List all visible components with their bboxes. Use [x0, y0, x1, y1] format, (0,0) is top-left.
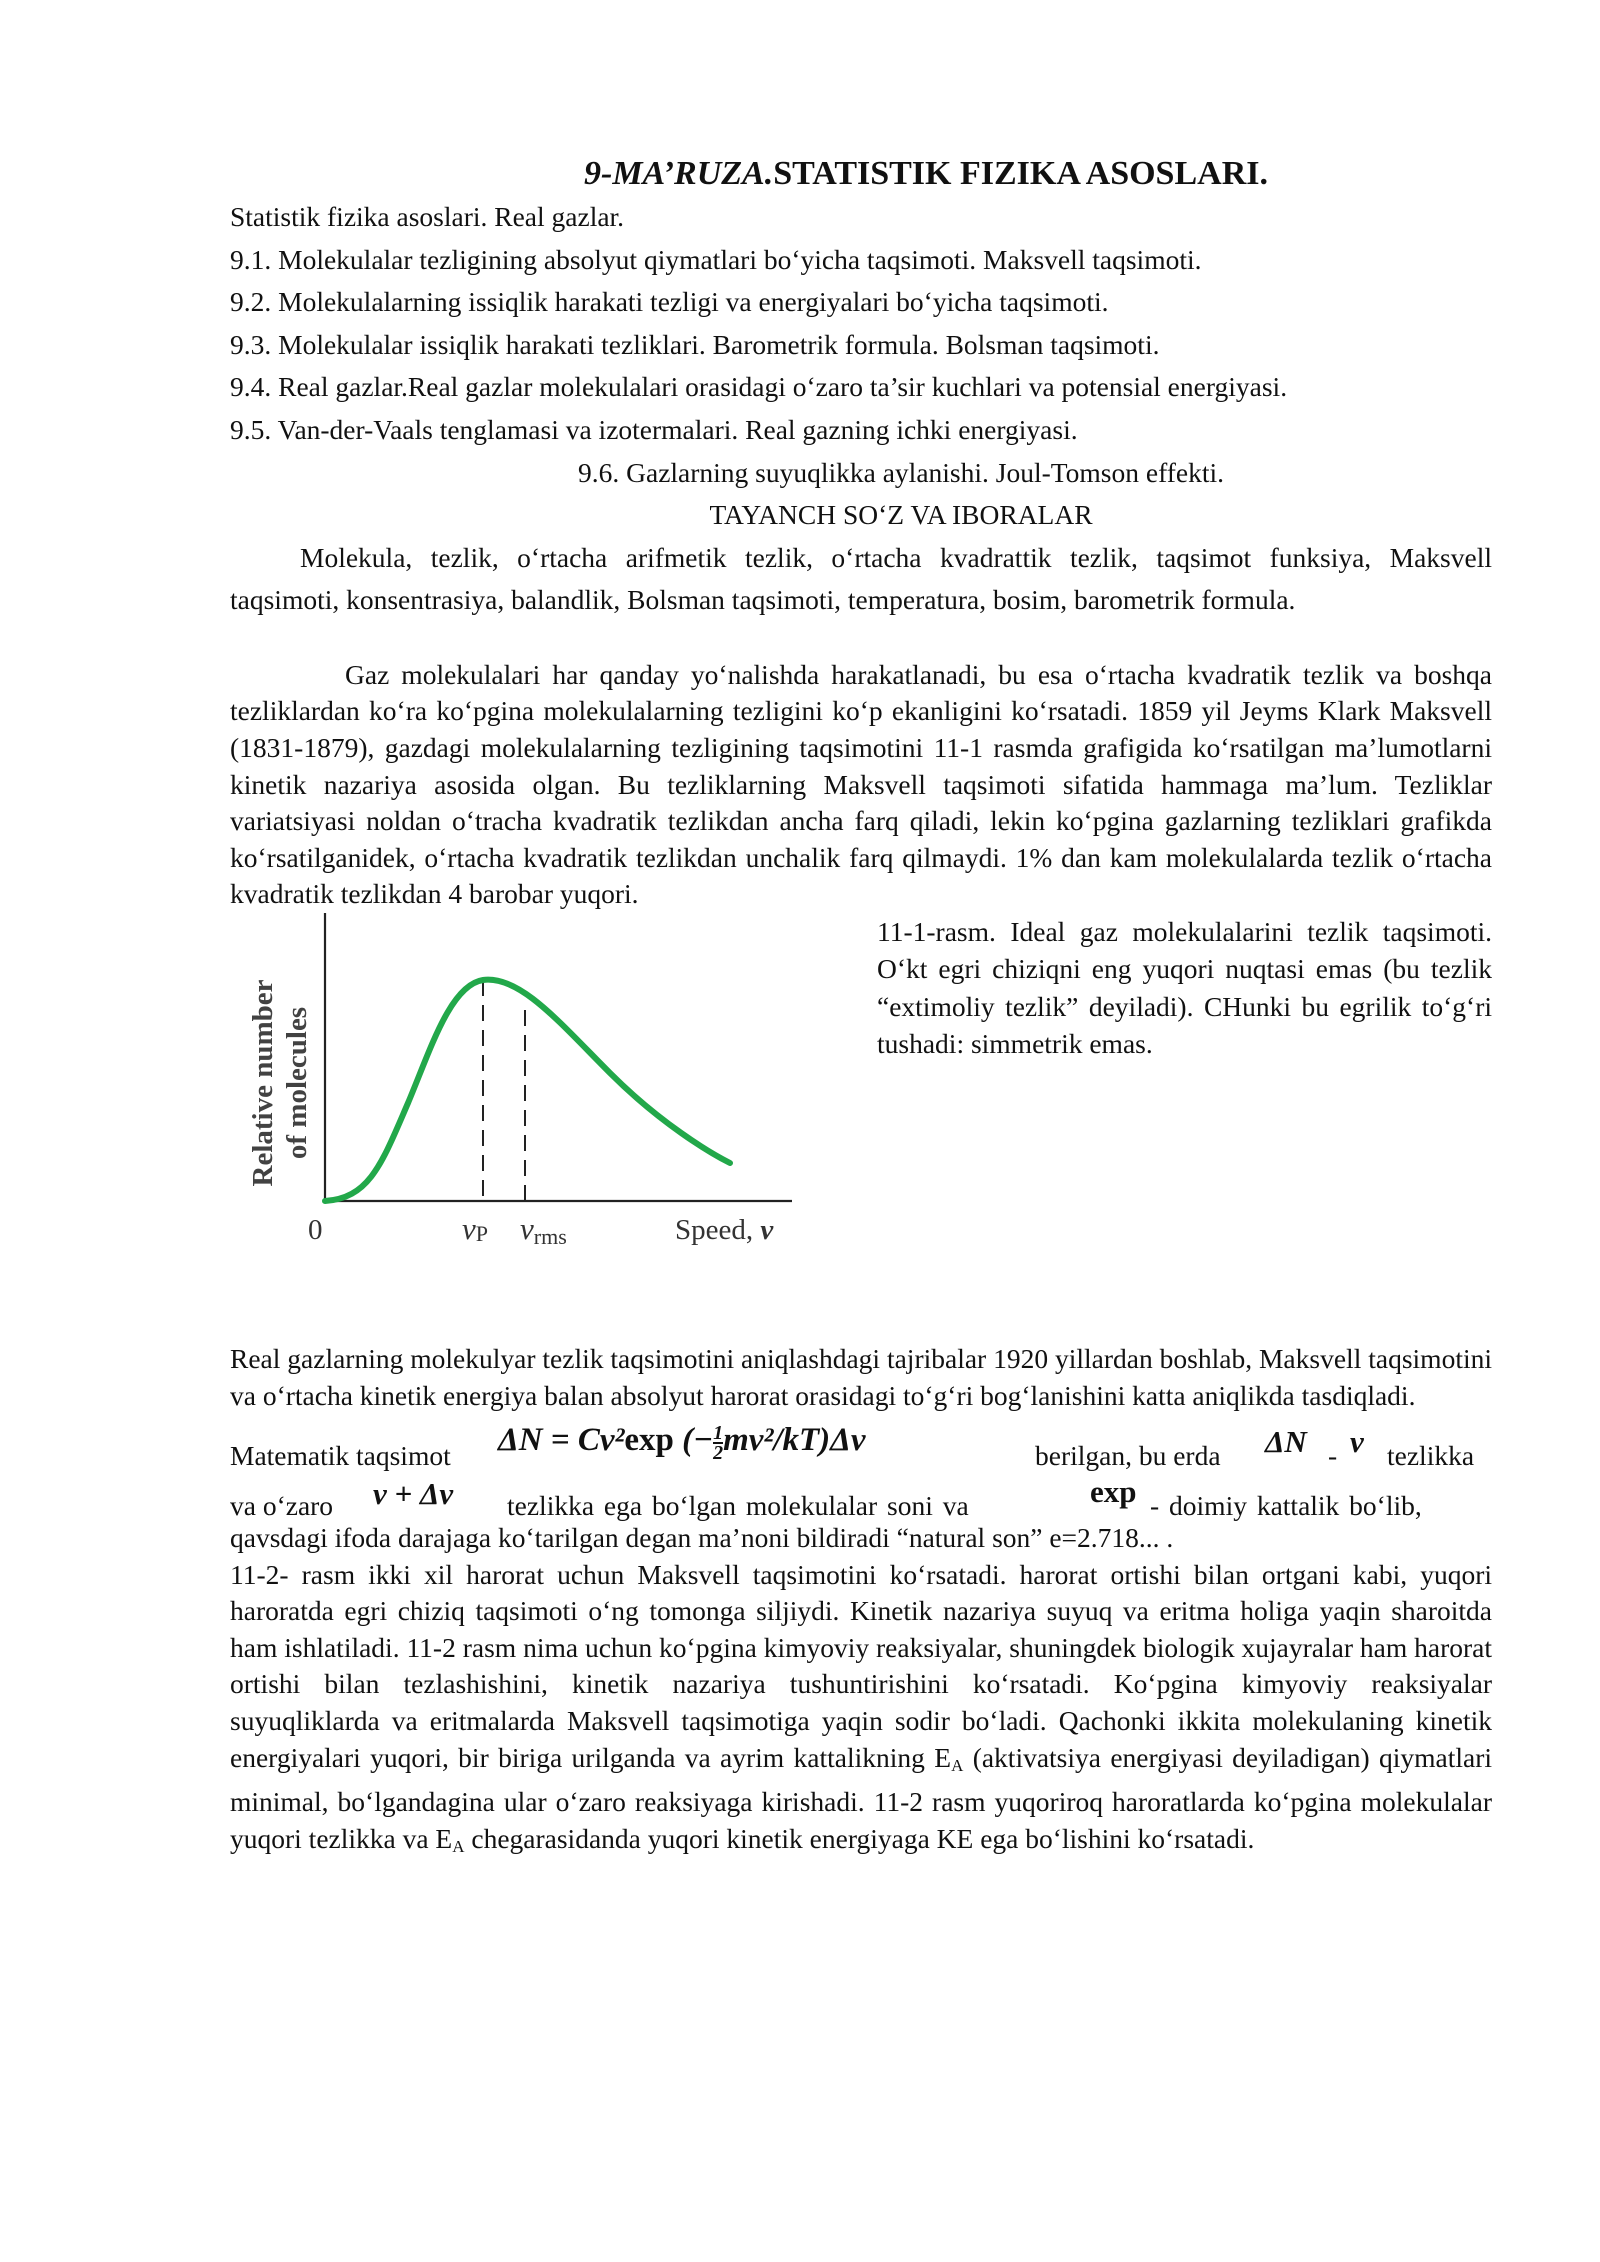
maxwell-formula: ΔN = Cv²exp (− $\frac{1}{2}$ mv²/kT)Δv — [498, 1421, 866, 1464]
spacer — [230, 621, 1492, 643]
paragraph-maxwell-intro: Gaz molekulalari har qanday yo‘nalishda harakatlanadi, bu esa o‘rtacha kvadratik tezlik va boshqa tezliklardan ko‘ra ko‘pgina molekulalarning tezligini ko‘p ekanligini ko‘rsatadi. 1859 yil Jeyms Klark Maksvell (1831-1879), gazdagi molekulalarning tezligining taqsimotini 11-1 rasmda grafigida ko‘rsatilgan ma’lumotlarni kinetik nazariya asosida olgan. Bu tezliklarning Maksvell taqsimoti sifatida hammaga ma’lum. Tezliklar variatsiyasi noldan o‘tracha kvadratik tezlikdan ancha farq qiladi, lekin ko‘pgina gazlarning tezliklari grafikda ko‘rsatilganidek, o‘rtacha kvadratik tezlikdan unchalik farq qilmaydi. 1% dan kam molekulalarda tezlik o‘rtacha kvadratik tezlikdan 4 barobar yuqori. — [230, 658, 1492, 910]
formula-explain-text: berilgan, bu erda — [1035, 1440, 1221, 1472]
paragraph-temperature-part-b: (aktivatsiya energiyasi deyiladigan) qiymatlari minimal, bo‘lgandagina ular o‘zaro reaksiyaga kirishadi. 11-2 rasm yuqoriroq haroratlarda ko‘pgina molekulalar yuqori tezlikka va E — [230, 1741, 1492, 1854]
x-axis-label-var: v — [760, 1213, 774, 1246]
vrms-label — [520, 1211, 567, 1249]
distribution-curve — [325, 980, 730, 1201]
formula2-mid-text: tezlikka ega bo‘lgan molekulalar soni va — [507, 1490, 969, 1522]
lecture-title: STATISTIK FIZIKA ASOSLARI. — [773, 155, 1268, 192]
formula2-tail-text: - doimiy kattalik bo‘lib, — [1150, 1490, 1422, 1522]
activation-energy-subscript: A — [452, 1836, 465, 1856]
figure-caption: 11-1-rasm. Ideal gaz molekulalarini tezlik taqsimoti. O‘kt egri chiziqni eng yuqori nuqtasi emas (bu tezlik “extimoliy tezlik” deyiladi). CHunki bu egrilik to‘g‘ri tushadi: simmetrik emas. — [877, 915, 1492, 1060]
outline-item: 9.1. Molekulalar tezligining absolyut qiymatlari bo‘yicha taqsimoti. Maksvell taqsimoti. — [230, 243, 1202, 275]
origin-label: 0 — [308, 1213, 323, 1246]
outline-list — [230, 196, 1492, 537]
formula-line-2 — [230, 1476, 1492, 1520]
y-axis-label — [247, 979, 313, 1186]
formula2-intro-text: va o‘zaro — [230, 1490, 334, 1522]
x-axis-label — [675, 1214, 774, 1246]
activation-energy-subscript: A — [951, 1755, 964, 1775]
formula-line — [230, 1422, 1492, 1474]
document-body — [230, 152, 1492, 1865]
v-symbol: v — [1350, 1424, 1364, 1460]
vrms-var: v — [520, 1210, 534, 1246]
lecture-number: 9-MA’RUZA. — [584, 155, 774, 192]
exp-symbol: exp — [1090, 1474, 1137, 1510]
outline-item: 9.3. Molekulalar issiqlik harakati tezliklari. Barometrik formula. Bolsman taqsimoti. — [230, 328, 1160, 360]
vp-sub: P — [475, 1220, 489, 1246]
vp-var: v — [462, 1210, 476, 1246]
y-axis-label-line2: of molecules — [281, 1006, 313, 1160]
outline-item: 9.2. Molekulalarning issiqlik harakati tezligi va energiyalari bo‘yicha taqsimoti. — [230, 286, 1109, 318]
outline-item: 9.4. Real gazlar.Real gazlar molekulalari orasidagi o‘zaro ta’sir kuchlari va potensial energiyasi. — [230, 371, 1288, 403]
page-title — [230, 152, 1492, 196]
outline-item: 9.5. Van-der-Vaals tenglamasi va izotermalari. Real gazning ichki energiyasi. — [230, 413, 1078, 445]
keywords-heading: TAYANCH SO‘Z VA IBORALAR — [709, 499, 1093, 531]
formula-intro-text: Matematik taqsimot — [230, 1440, 451, 1472]
paragraph-temperature-part-a: 11-2- rasm ikki xil harorat uchun Maksvell taqsimotini ko‘rsatadi. harorat ortishi bilan ortgani kabi, yuqori haroratda egri chiziq taqsimoti o‘ng tomonga siljiydi. Kinetik nazariya suyuq va eritma holiga yaqin sharoitda ham ishlatiladi. 11-2 rasm nima uchun ko‘pgina kimyoviy reaksiyalar, shuningdek biologik xujayralar ham harorat ortishi bilan tezlashishini, kinetik nazariya tushuntirishini ko‘rsatadi. Ko‘pgina kimyoviy reaksiyalar suyuqliklarda va eritmalarda Maksvell taqsimotiga yaqin sodir bo‘ladi. Qachonki ikkita molekulaning kinetik energiyalari yuqori, bir biriga urilganda va ayrim kattalikning E — [230, 1558, 1492, 1773]
y-axis-label-line1: Relative number — [247, 979, 279, 1187]
figure-11-1 — [230, 913, 1492, 1305]
formula-tail-text: tezlikka — [1387, 1440, 1475, 1472]
paragraph-temperature — [230, 1557, 1492, 1866]
vp-label — [462, 1211, 488, 1246]
paragraph-experiments: Real gazlarning molekulyar tezlik taqsimotini aniqlashdagi tajribalar 1920 yillardan boshlab, Maksvell taqsimotini va o‘rtacha kinetik energiya balan absolyut harorat orasidagi to‘g‘ri bog‘lanishini katta aniqlikda tasdiqladi. — [230, 1342, 1492, 1411]
keywords-paragraph: Molekula, tezlik, o‘rtacha arifmetik tezlik, o‘rtacha kvadrattik tezlik, taqsimot funksiya, Maksvell taqsimoti, konsentrasiya, balandlik, Bolsman taqsimoti, temperatura, bosim, barometrik formula. — [230, 541, 1492, 615]
formula-dash: - — [1328, 1440, 1338, 1472]
vrms-sub: rms — [533, 1223, 567, 1249]
v-plus-delta-v-symbol: v + Δv — [373, 1476, 454, 1512]
outline-item-last: 9.6. Gazlarning suyuqlikka aylanishi. Joul-Tomson effekti. — [578, 456, 1224, 488]
formula-line-3: qavsdagi ifoda darajaga ko‘tarilgan degan ma’noni bildiradi “natural son” e=2.718... . — [230, 1522, 1174, 1554]
x-axis-label-text: Speed, — [675, 1213, 761, 1246]
delta-n-symbol: ΔN — [1265, 1424, 1307, 1460]
maxwell-distribution-chart — [230, 913, 830, 1305]
outline-item: Statistik fizika asoslari. Real gazlar. — [230, 201, 625, 232]
paragraph-temperature-part-c: chegarasidanda yuqori kinetik energiyaga KE ega bo‘lishini ko‘rsatadi. — [464, 1822, 1255, 1854]
